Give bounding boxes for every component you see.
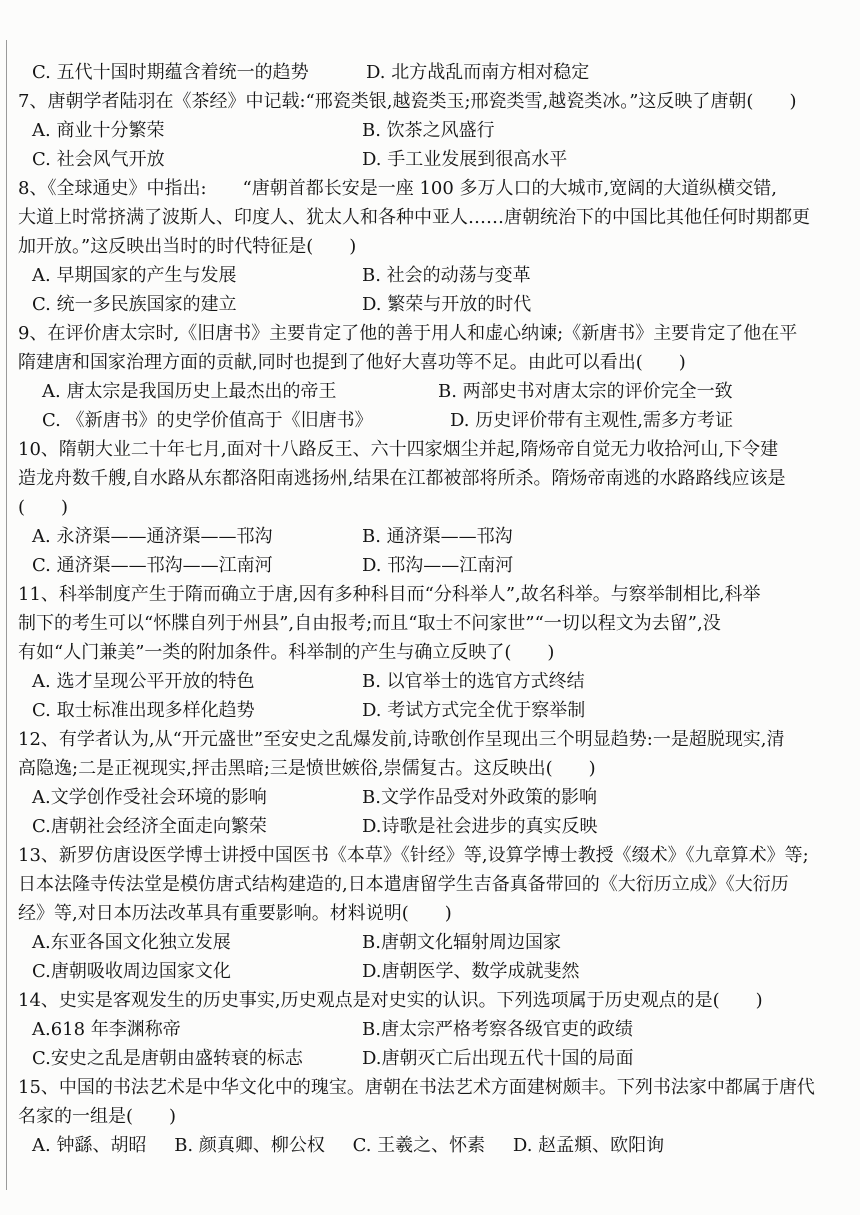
question-stem-line: 有如“人门兼美”一类的附加条件。科举制的产生与确立反映了( ) bbox=[18, 642, 555, 663]
option-row bbox=[18, 957, 850, 986]
option-d[interactable]: D. 繁荣与开放的时代 bbox=[362, 294, 532, 315]
question-stem-line: 13、新罗仿唐设医学博士讲授中国医书《本草》《针经》等,设算学博士教授《缀术》《九章算术》等; bbox=[18, 845, 809, 866]
option-b[interactable]: B. 通济渠——邗沟 bbox=[362, 526, 513, 547]
question-11 bbox=[18, 580, 850, 725]
question-14 bbox=[18, 986, 850, 1073]
question-stem-line: 经》等,对日本历法改革具有重要影响。材料说明( ) bbox=[18, 903, 452, 924]
option-b[interactable]: B. 两部史书对唐太宗的评价完全一致 bbox=[438, 381, 733, 402]
option-row bbox=[18, 406, 850, 435]
option-c[interactable]: C. 取士标准出现多样化趋势 bbox=[32, 700, 255, 721]
option-b[interactable]: B. 颜真卿、柳公权 bbox=[174, 1135, 325, 1156]
question-9 bbox=[18, 319, 850, 435]
option-c[interactable]: C. 统一多民族国家的建立 bbox=[32, 294, 237, 315]
q6-option-c[interactable]: C. 五代十国时期蕴含着统一的趋势 bbox=[32, 62, 309, 83]
option-row bbox=[18, 1131, 850, 1160]
option-row bbox=[18, 1044, 850, 1073]
option-a[interactable]: A. 选才呈现公平开放的特色 bbox=[32, 671, 255, 692]
option-c[interactable]: C.唐朝社会经济全面走向繁荣 bbox=[32, 816, 267, 837]
option-b[interactable]: B.文学作品受对外政策的影响 bbox=[362, 787, 597, 808]
option-c[interactable]: C.唐朝吸收周边国家文化 bbox=[32, 961, 231, 982]
question-7 bbox=[18, 87, 850, 174]
question-12 bbox=[18, 725, 850, 841]
option-a[interactable]: A.618 年李渊称帝 bbox=[32, 1019, 181, 1040]
q6-option-d[interactable]: D. 北方战乱而南方相对稳定 bbox=[366, 62, 590, 83]
option-a[interactable]: A. 唐太宗是我国历史上最杰出的帝王 bbox=[42, 381, 337, 402]
option-row bbox=[18, 145, 850, 174]
option-c[interactable]: C. 王羲之、怀素 bbox=[352, 1135, 486, 1156]
option-d[interactable]: D. 赵孟頫、欧阳询 bbox=[512, 1135, 665, 1156]
option-row bbox=[18, 812, 850, 841]
option-row bbox=[18, 928, 850, 957]
question-stem-line: 加开放。”这反映出当时的时代特征是( ) bbox=[18, 236, 357, 257]
option-d[interactable]: D.唐朝灭亡后出现五代十国的局面 bbox=[362, 1048, 634, 1069]
question-15 bbox=[18, 1073, 850, 1160]
question-stem-line: 隋建唐和国家治理方面的贡献,同时也提到了他好大喜功等不足。由此可以看出( ) bbox=[18, 352, 686, 373]
option-a[interactable]: A. 永济渠——通济渠——邗沟 bbox=[32, 526, 273, 547]
question-stem-line: 制下的考生可以“怀牒自列于州县”,自由报考;而且“取士不问家世”“一切以程文为去留”,没 bbox=[18, 613, 721, 634]
option-row bbox=[18, 696, 850, 725]
option-d[interactable]: D.唐朝医学、数学成就斐然 bbox=[362, 961, 580, 982]
option-c[interactable]: C. 通济渠——邗沟——江南河 bbox=[32, 555, 273, 576]
option-b[interactable]: B. 以官举士的选官方式终结 bbox=[362, 671, 585, 692]
option-d[interactable]: D. 手工业发展到很高水平 bbox=[362, 149, 568, 170]
question-stem-line: 11、科举制度产生于隋而确立于唐,因有多种科目而“分科举人”,故名科举。与察举制相比,科举 bbox=[18, 584, 761, 605]
question-list bbox=[18, 58, 850, 1160]
question-stem-line: 高隐逸;二是正视现实,抨击黑暗;三是愤世嫉俗,崇儒复古。这反映出( ) bbox=[18, 758, 596, 779]
option-row bbox=[18, 377, 850, 406]
option-row bbox=[18, 1015, 850, 1044]
question-13 bbox=[18, 841, 850, 986]
option-a[interactable]: A.文学创作受社会环境的影响 bbox=[32, 787, 267, 808]
question-stem-line: 12、有学者认为,从“开元盛世”至安史之乱爆发前,诗歌创作呈现出三个明显趋势:一是超脱现实,清 bbox=[18, 729, 785, 750]
option-row bbox=[18, 290, 850, 319]
option-d[interactable]: D. 邗沟——江南河 bbox=[362, 555, 514, 576]
option-d[interactable]: D. 历史评价带有主观性,需多方考证 bbox=[450, 410, 733, 431]
question-stem-line: 9、在评价唐太宗时,《旧唐书》主要肯定了他的善于用人和虚心纳谏;《新唐书》主要肯定了他在平 bbox=[18, 323, 798, 344]
question-stem-line: 7、唐朝学者陆羽在《茶经》中记载:“邢瓷类银,越瓷类玉;邢瓷类雪,越瓷类冰。”这反映了唐朝( ) bbox=[18, 91, 797, 112]
option-b[interactable]: B.唐朝文化辐射周边国家 bbox=[362, 932, 561, 953]
option-b[interactable]: B. 饮茶之风盛行 bbox=[362, 120, 495, 141]
option-a[interactable]: A. 商业十分繁荣 bbox=[32, 120, 165, 141]
question-stem-line: 10、隋朝大业二十年七月,面对十八路反王、六十四家烟尘并起,隋炀帝自觉无力收拾河山,下令建 bbox=[18, 439, 779, 460]
question-stem-line: 8、《全球通史》中指出: “唐朝首都长安是一座 100 多万人口的大城市,宽阔的大道纵横交错, bbox=[18, 178, 777, 199]
option-row bbox=[18, 116, 850, 145]
question-stem-line: 名家的一组是( ) bbox=[18, 1106, 177, 1127]
question-8 bbox=[18, 174, 850, 319]
option-a[interactable]: A. 早期国家的产生与发展 bbox=[32, 265, 237, 286]
option-d[interactable]: D. 考试方式完全优于察举制 bbox=[362, 700, 586, 721]
question-stem-line: 15、中国的书法艺术是中华文化中的瑰宝。唐朝在书法艺术方面建树颇丰。下列书法家中都属于唐代 bbox=[18, 1077, 815, 1098]
question-stem-line: 造龙舟数千艘,自水路从东都洛阳南逃扬州,结果在江都被部将所杀。隋炀帝南逃的水路路线应该是 bbox=[18, 468, 786, 489]
question-10 bbox=[18, 435, 850, 580]
option-row bbox=[18, 551, 850, 580]
option-row bbox=[18, 522, 850, 551]
option-row bbox=[18, 261, 850, 290]
option-b[interactable]: B.唐太宗严格考察各级官吏的政绩 bbox=[362, 1019, 633, 1040]
option-a[interactable]: A.东亚各国文化独立发展 bbox=[32, 932, 231, 953]
option-a[interactable]: A. 钟繇、胡昭 bbox=[32, 1135, 147, 1156]
question-stem-line: 日本法隆寺传法堂是模仿唐式结构建造的,日本遣唐留学生吉备真备带回的《大衍历立成》《大衍历 bbox=[18, 874, 789, 895]
option-row bbox=[18, 667, 850, 696]
q6-options bbox=[18, 58, 850, 87]
option-c[interactable]: C. 社会风气开放 bbox=[32, 149, 165, 170]
option-c[interactable]: C. 《新唐书》的史学价值高于《旧唐书》 bbox=[42, 410, 373, 431]
option-d[interactable]: D.诗歌是社会进步的真实反映 bbox=[362, 816, 598, 837]
question-stem-line: 大道上时常挤满了波斯人、印度人、犹太人和各种中亚人……唐朝统治下的中国比其他任何时期都更 bbox=[18, 207, 810, 228]
binding-edge-line bbox=[6, 40, 7, 1190]
option-row bbox=[18, 783, 850, 812]
option-b[interactable]: B. 社会的动荡与变革 bbox=[362, 265, 531, 286]
option-c[interactable]: C.安史之乱是唐朝由盛转衰的标志 bbox=[32, 1048, 303, 1069]
question-stem-line: ( ) bbox=[18, 497, 69, 518]
question-stem-line: 14、史实是客观发生的历史事实,历史观点是对史实的认识。下列选项属于历史观点的是( ) bbox=[18, 990, 763, 1011]
